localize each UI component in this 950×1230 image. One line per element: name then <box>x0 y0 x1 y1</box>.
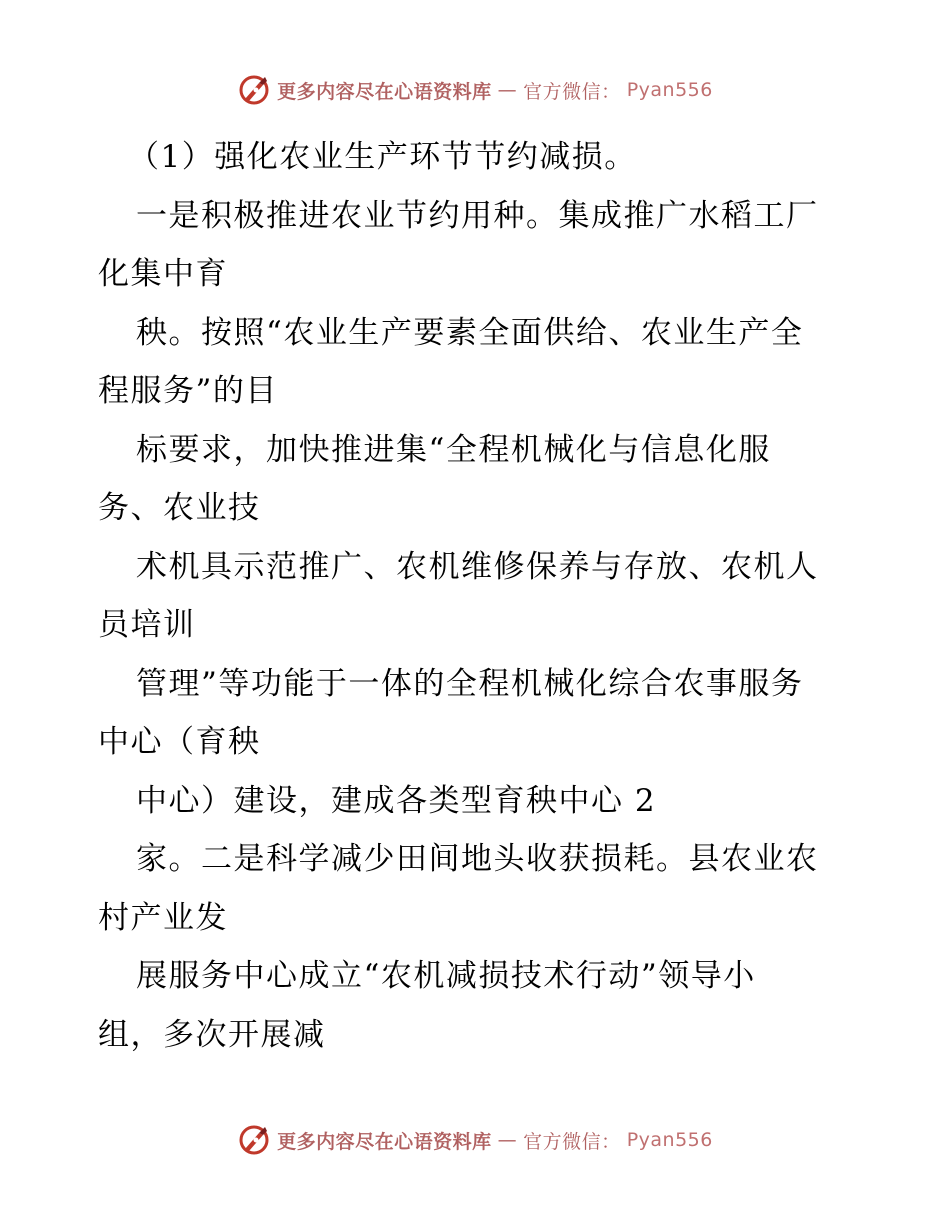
body-line: 务、农业技 <box>98 490 261 526</box>
body-line: 中心（育秧 <box>98 724 261 760</box>
body-line: 组，多次开展减 <box>98 1016 326 1053</box>
body-line: 员培训 <box>98 607 196 643</box>
body-line: 展服务中心成立“农机减损技术行动”领导小 <box>136 958 756 994</box>
banner-brand-text: 更多内容尽在心语资料库 <box>277 1130 492 1153</box>
body-line: 秧。按照“农业生产要素全面供给、农业生产全 <box>136 314 804 351</box>
banner-wechat-label: 官方微信： <box>523 1130 621 1153</box>
body-line: 标要求，加快推进集“全程机械化与信息化服 <box>136 431 771 468</box>
pen-logo-icon <box>237 1123 271 1157</box>
banner-wechat-id: Pyan556 <box>626 1129 713 1151</box>
banner-wechat-label: 官方微信： <box>523 80 621 103</box>
banner-brand-text: 更多内容尽在心语资料库 <box>277 80 492 103</box>
pen-logo-icon <box>237 73 271 107</box>
body-line: 一是积极推进农业节约用种。集成推广水稻工厂 <box>136 197 819 234</box>
header-banner <box>0 70 950 110</box>
body-line: 程服务”的目 <box>98 373 278 409</box>
banner-dash: — <box>497 1129 518 1151</box>
body-line: 村产业发 <box>98 899 228 936</box>
body-line: 家。二是科学减少田间地头收获损耗。县农业农 <box>136 841 819 877</box>
body-line: 化集中育 <box>98 256 228 292</box>
footer-banner <box>0 1120 950 1160</box>
body-line: 管理”等功能于一体的全程机械化综合农事服务 <box>136 665 804 702</box>
banner-wechat-id: Pyan556 <box>626 79 713 101</box>
document-body <box>98 128 858 1064</box>
body-line: （1）强化农业生产环节节约减损。 <box>128 139 637 175</box>
body-line: 术机具示范推广、农机维修保养与存放、农机人 <box>136 548 819 585</box>
body-line: 中心）建设，建成各类型育秧中心 2 <box>136 782 657 819</box>
banner-dash: — <box>497 79 518 101</box>
